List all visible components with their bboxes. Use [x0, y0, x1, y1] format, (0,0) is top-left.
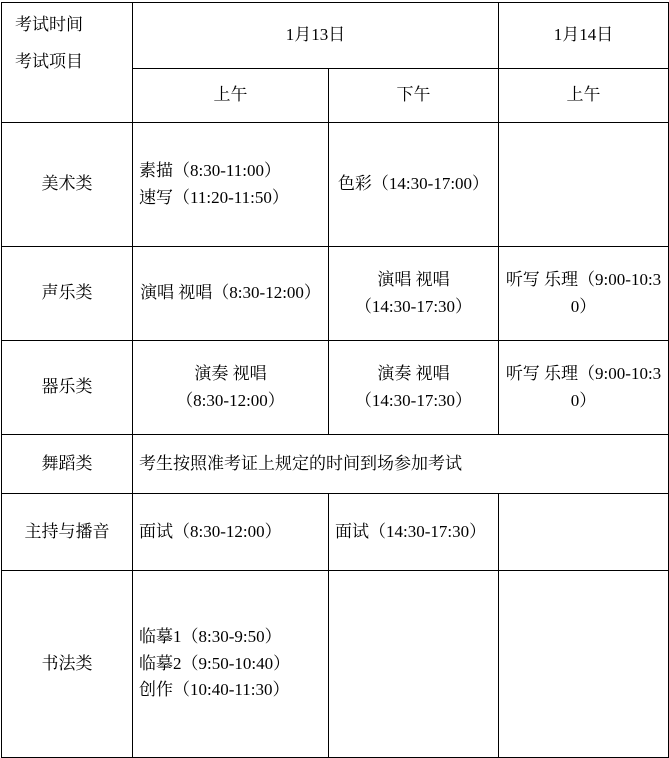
cell-instrumental-jan13-am: 演奏 视唱 （8:30-12:00） [133, 341, 329, 435]
cell-hosting-jan14-am [499, 494, 669, 571]
cell-instrumental-jan13-pm: 演奏 视唱 （14:30-17:30） [329, 341, 499, 435]
row-label-instrumental: 器乐类 [2, 341, 133, 435]
table-row [2, 435, 669, 494]
cell-calligraphy-jan14-am [499, 571, 669, 758]
session-header-jan13-pm: 下午 [329, 69, 499, 123]
corner-time-label: 考试时间 [15, 15, 83, 34]
cell-vocal-jan14-am: 听写 乐理（9:00-10:30） [499, 247, 669, 341]
cell-fine-arts-jan13-am: 素描（8:30-11:00） 速写（11:20-11:50） [133, 123, 329, 247]
row-label-hosting-broadcasting: 主持与播音 [2, 494, 133, 571]
table-row [2, 341, 669, 435]
row-label-vocal: 声乐类 [2, 247, 133, 341]
corner-header-cell [2, 3, 133, 123]
exam-schedule-table [1, 2, 669, 758]
table-row [2, 571, 669, 758]
cell-hosting-jan13-pm: 面试（14:30-17:30） [329, 494, 499, 571]
table-header-dates [2, 3, 669, 69]
row-label-fine-arts: 美术类 [2, 123, 133, 247]
cell-calligraphy-jan13-pm [329, 571, 499, 758]
table-row [2, 247, 669, 341]
cell-dance-merged-note: 考生按照准考证上规定的时间到场参加考试 [133, 435, 669, 494]
session-header-jan14-am: 上午 [499, 69, 669, 123]
corner-subject-label: 考试项目 [15, 52, 83, 71]
exam-schedule-sheet [0, 2, 669, 758]
date-header-jan14: 1月14日 [499, 3, 669, 69]
cell-fine-arts-jan13-pm: 色彩（14:30-17:00） [329, 123, 499, 247]
table-row [2, 123, 669, 247]
cell-calligraphy-jan13-am: 临摹1（8:30-9:50） 临摹2（9:50-10:40） 创作（10:40-11:30） [133, 571, 329, 758]
cell-hosting-jan13-am: 面试（8:30-12:00） [133, 494, 329, 571]
cell-vocal-jan13-am: 演唱 视唱（8:30-12:00） [133, 247, 329, 341]
cell-vocal-jan13-pm: 演唱 视唱 （14:30-17:30） [329, 247, 499, 341]
cell-fine-arts-jan14-am [499, 123, 669, 247]
row-label-calligraphy: 书法类 [2, 571, 133, 758]
cell-instrumental-jan14-am: 听写 乐理（9:00-10:30） [499, 341, 669, 435]
session-header-jan13-am: 上午 [133, 69, 329, 123]
date-header-jan13: 1月13日 [133, 3, 499, 69]
row-label-dance: 舞蹈类 [2, 435, 133, 494]
table-row [2, 494, 669, 571]
